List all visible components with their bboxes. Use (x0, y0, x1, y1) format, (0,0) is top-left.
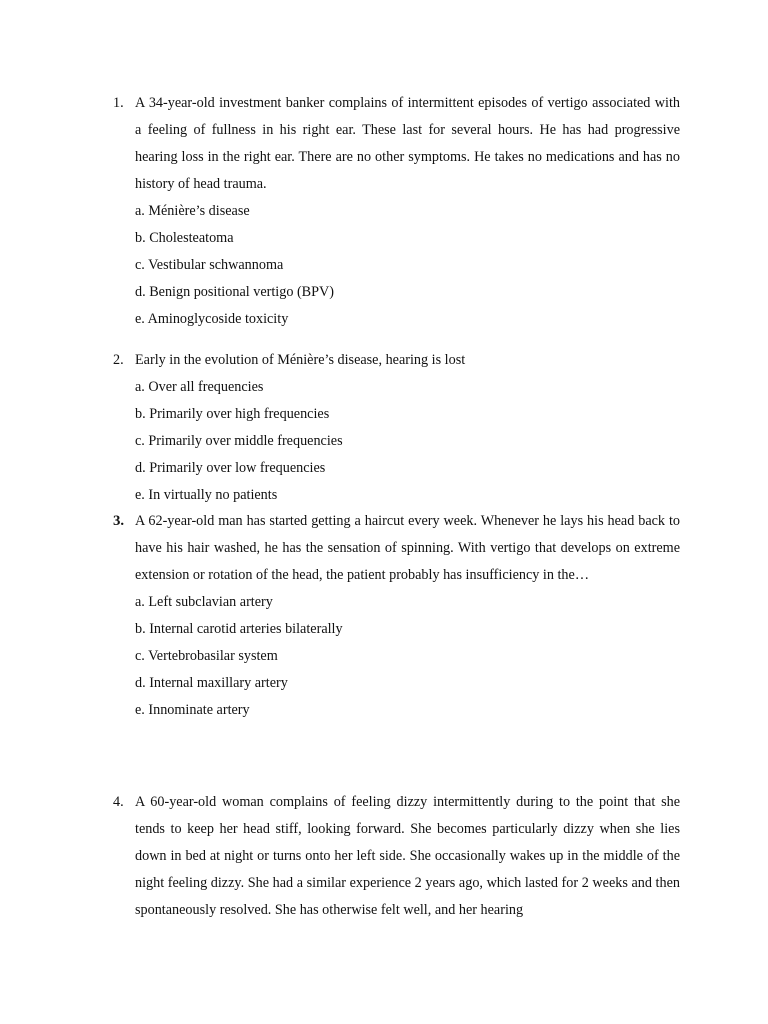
question-stem: A 60-year-old woman complains of feeling dizzy intermittently during to the point that she tends to keep her head stiff, looking forward. She becomes particularly dizzy when she lies down in bed at night or turns onto her left side. She occasionally wakes up in the middle of the night feeling dizzy. She had a similar experience 2 years ago, which lasted for 2 weeks and then spontaneously resolved. She has otherwise felt well, and her hearing (135, 794, 680, 918)
answer-option-c: c. Primarily over middle frequencies (135, 433, 343, 449)
question-number: 1. (113, 95, 124, 111)
question-number: 2. (113, 352, 124, 368)
question-stem: Early in the evolution of Ménière’s disease, hearing is lost (135, 352, 466, 368)
answer-option-d: d. Benign positional vertigo (BPV) (135, 284, 335, 300)
answer-option-b: b. Primarily over high frequencies (135, 406, 330, 422)
answer-option-c: c. Vertebrobasilar system (135, 648, 278, 664)
question-stem: A 62-year-old man has started getting a haircut every week. Whenever he lays his head back to have his hair washed, he has the sensation of spinning. With vertigo that develops on extreme extension or rotation of the head, the patient probably has insufficiency in the… (135, 513, 680, 583)
answer-options (135, 589, 768, 724)
answer-option-d: d. Internal maxillary artery (135, 675, 288, 691)
question-1 (0, 90, 768, 333)
answer-options (135, 374, 768, 509)
question-4 (0, 789, 768, 924)
answer-option-a: a. Ménière’s disease (135, 203, 250, 219)
answer-option-e: e. Aminoglycoside toxicity (135, 311, 289, 327)
answer-option-c: c. Vestibular schwannoma (135, 257, 284, 273)
answer-option-a: a. Left subclavian artery (135, 594, 273, 610)
answer-option-a: a. Over all frequencies (135, 379, 264, 395)
answer-options (135, 198, 768, 333)
question-3 (0, 508, 768, 724)
question-number: 3. (113, 513, 125, 529)
question-number: 4. (113, 794, 124, 810)
answer-option-e: e. In virtually no patients (135, 487, 278, 503)
answer-option-e: e. Innominate artery (135, 702, 250, 718)
answer-option-b: b. Internal carotid arteries bilaterally (135, 621, 343, 637)
answer-option-b: b. Cholesteatoma (135, 230, 234, 246)
question-stem: A 34-year-old investment banker complains of intermittent episodes of vertigo associated with a feeling of fullness in his right ear. These last for several hours. He has had progressive hearing loss in the right ear. There are no other symptoms. He takes no medications and has no history of head trauma. (135, 95, 680, 192)
answer-option-d: d. Primarily over low frequencies (135, 460, 326, 476)
question-2 (0, 347, 768, 509)
